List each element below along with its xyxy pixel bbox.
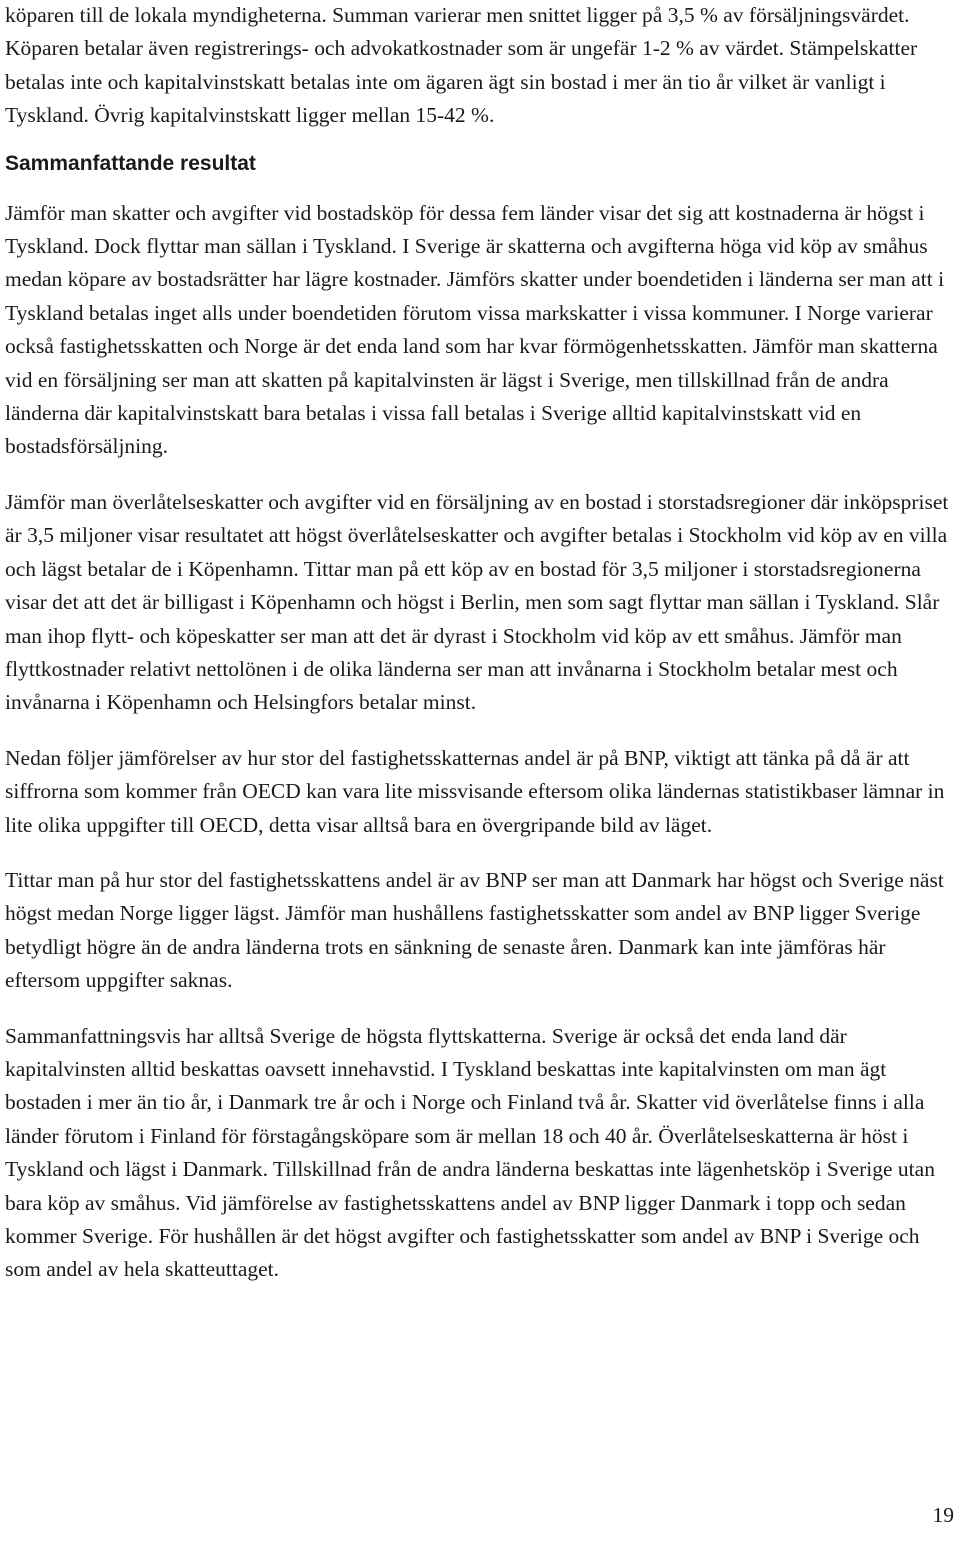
summary-paragraph-3: Nedan följer jämförelser av hur stor del fastighetsskatternas andel är på BNP, viktigt att tänka på då är att siffrorna som kommer från OECD kan vara lite missvisande eftersom olika ländernas statistikbaser lämnar in lite olika uppgifter till OECD, detta visar alltså bara en övergripande bild av läget. <box>5 745 945 837</box>
summary-paragraph-1: Jämför man skatter och avgifter vid bostadsköp för dessa fem länder visar det sig att kostnaderna är högst i Tyskland. Dock flyttar man sällan i Tyskland. I Sverige är skatterna och avgifterna höga vid köp av småhus medan köpare av bostadsrätter har lägre kostnader. Jämförs skatter under boendetiden i länderna ser man att i Tyskland betalas inget alls under boendetiden förutom vissa markskatter i vissa kommuner. I Norge varierar också fastighetsskatten och Norge är det enda land som har kvar förmögenhetsskatten. Jämför man skatterna vid en försäljning ser man att skatten på kapitalvinsten är lägst i Sverige, men tillskillnad från de andra länderna där kapitalvinstskatt bara betalas i vissa fall betalas i Sverige alltid kapitalvinstskatt vid en bostadsförsäljning. <box>5 200 945 459</box>
summary-paragraph-2: Jämför man överlåtelseskatter och avgifter vid en försäljning av en bostad i storstadsregioner där inköpspriset är 3,5 miljoner visar resultatet att högst överlåtelseskatter och avgifter betalas i Stockholm vid köp av en villa och lägst betalar de i Köpenhamn. Tittar man på ett köp av en bostad för 3,5 miljoner i storstadsregionerna visar det att det är billigast i Köpenhamn och högst i Berlin, men som sagt flyttar man sällan i Tyskland. Slår man ihop flytt- och köpeskatter ser man att det är dyrast i Stockholm vid köp av ett småhus. Jämför man flyttkostnader relativt nettolönen i de olika länderna ser man att invånarna i Stockholm betalar mest och invånarna i Köpenhamn och Helsingfors betalar minst. <box>5 489 949 715</box>
page-number: 19 <box>932 1503 954 1527</box>
summary-paragraph-5: Sammanfattningsvis har alltså Sverige de högsta flyttskatterna. Sverige är också det enda land där kapitalvinsten alltid beskattas oavsett innehavstid. I Tyskland beskattas inte kapitalvinsten om man ägt bostaden i mer än tio år, i Danmark tre år och i Norge och Finland två år. Skatter vid överlåtelse finns i alla länder förutom i Finland för förstagångsköpare som är mellan 18 och 40 år. Överlåtelseskatterna är höst i Tyskland och lägst i Danmark. Tillskillnad från de andra länderna beskattas inte lägenhetsköp i Sverige utan bara köp av småhus. Vid jämförelse av fastighetsskattens andel av BNP ligger Danmark i topp och sedan kommer Sverige. För hushållen är det högst avgifter och fastighetsskatter som andel av BNP i Sverige och som andel av hela skatteuttaget. <box>5 1023 935 1282</box>
section-heading: Sammanfattande resultat <box>5 151 256 175</box>
summary-paragraph-4: Tittar man på hur stor del fastighetsskattens andel är av BNP ser man att Danmark har högst och Sverige näst högst medan Norge ligger lägst. Jämför man hushållens fastighetsskatter som andel av BNP ligger Sverige betydligt högre än de andra länderna trots en sänkning de senaste åren. Danmark kan inte jämföras här eftersom uppgifter saknas. <box>5 867 944 993</box>
document-page <box>5 0 960 1287</box>
intro-paragraph: köparen till de lokala myndigheterna. Summan varierar men snittet ligger på 3,5 % av försäljningsvärdet. Köparen betalar även registrerings- och advokatkostnader som är ungefär 1-2 % av värdet. Stämpelskatter betalas inte och kapitalvinstskatt betalas inte om ägaren ägt sin bostad i mer än tio år vilket är vanligt i Tyskland. Övrig kapitalvinstskatt ligger mellan 15-42 %. <box>5 3 918 128</box>
